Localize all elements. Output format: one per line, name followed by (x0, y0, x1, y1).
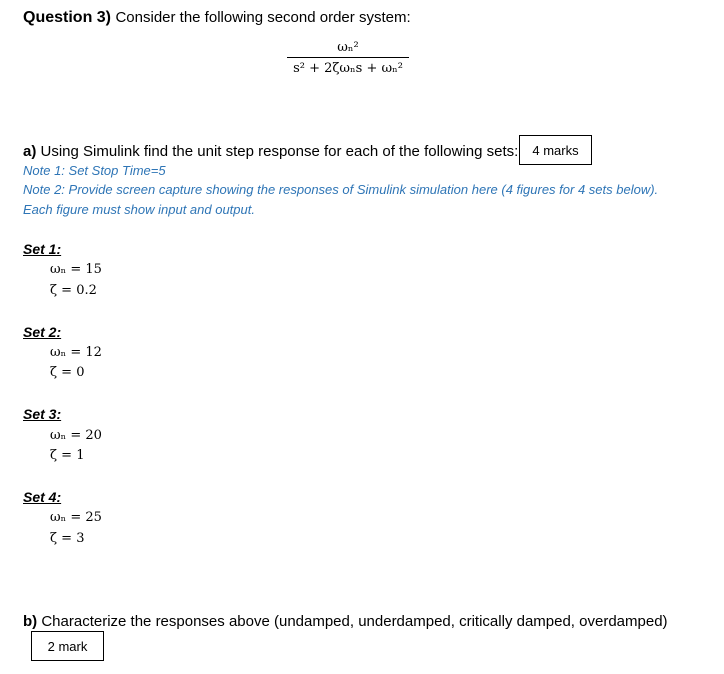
set-3-zeta: ζ = 1 (50, 448, 85, 463)
set-2-wn: ωₙ = 12 (50, 345, 102, 360)
question-heading (23, 9, 411, 27)
set-4-wn: ωₙ = 25 (50, 510, 102, 525)
set-2-label: Set 2: (23, 324, 62, 340)
transfer-function (287, 40, 409, 76)
set-1-label: Set 1: (23, 241, 62, 257)
set-1-wn: ωₙ = 15 (50, 262, 102, 277)
part-a-text: Using Simulink find the unit step response for each of the following sets: (40, 143, 519, 160)
set-1-zeta: ζ = 0.2 (50, 283, 97, 298)
set-4-label: Set 4: (23, 489, 62, 505)
tf-denominator: s² + 2ζωₙs + ωₙ² (293, 61, 403, 76)
part-a-label: a) (23, 143, 37, 160)
set-3-label: Set 3: (23, 406, 62, 422)
set-3-wn: ωₙ = 20 (50, 428, 102, 443)
question-text: Consider the following second order system: (115, 9, 411, 26)
set-2-zeta: ζ = 0 (50, 365, 85, 380)
part-a-prompt (23, 143, 518, 160)
note-2: Note 2: Provide screen capture showing the responses of Simulink simulation here (4 figures for 4 sets below). (23, 182, 659, 197)
part-a-marks-box: 4 marks (519, 135, 592, 165)
part-b-label: b) (23, 613, 38, 630)
part-b-prompt (23, 613, 668, 630)
part-b-text: Characterize the responses above (undamped, underdamped, critically damped, overdamped) (41, 613, 668, 630)
tf-numerator: ωₙ² (337, 40, 359, 55)
note-1: Note 1: Set Stop Time=5 (23, 163, 166, 178)
note-2-continued: Each figure must show input and output. (23, 202, 255, 217)
set-4-zeta: ζ = 3 (50, 531, 85, 546)
part-b-marks-box: 2 mark (31, 631, 104, 661)
question-label: Question 3) (23, 9, 112, 26)
fraction-bar (287, 57, 409, 58)
